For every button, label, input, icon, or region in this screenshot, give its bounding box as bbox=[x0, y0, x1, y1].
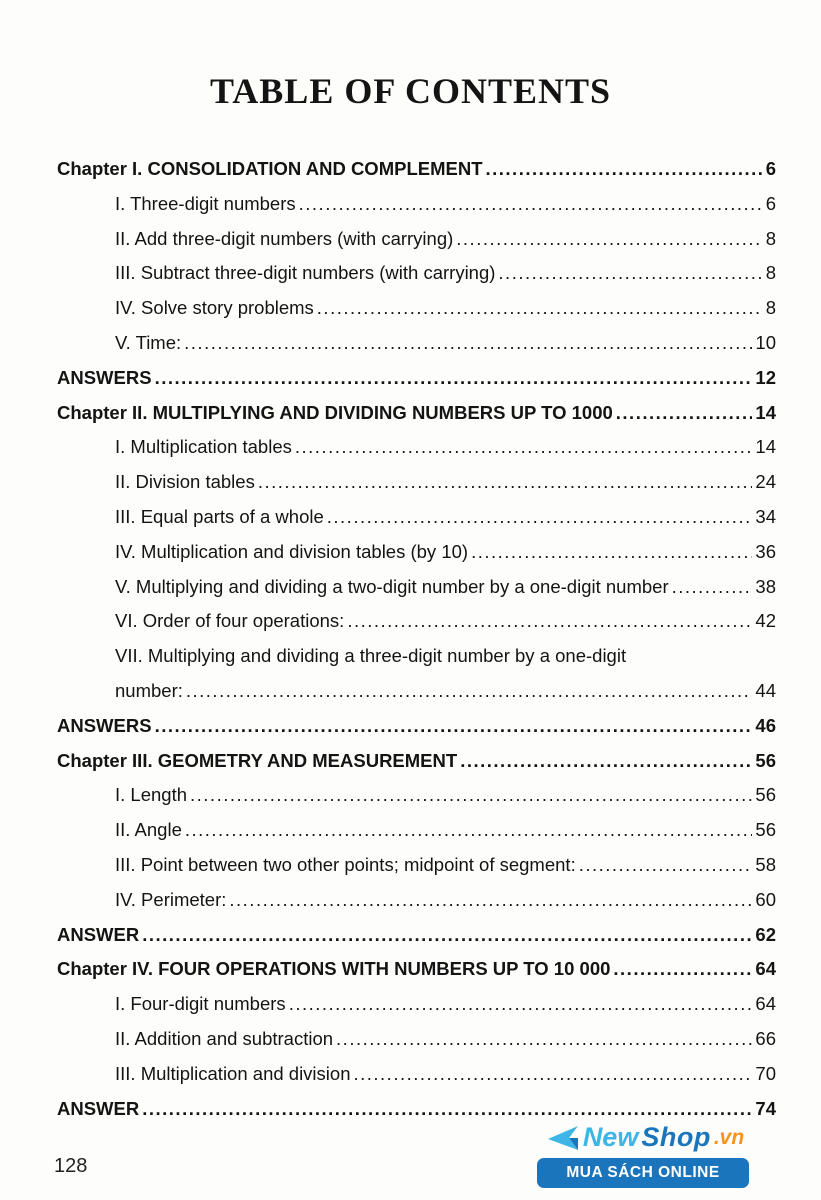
toc-entry-page: 74 bbox=[755, 1097, 776, 1119]
toc-entry bbox=[57, 848, 776, 883]
toc-leader-dots bbox=[353, 1057, 752, 1092]
toc-leader-dots bbox=[327, 500, 753, 535]
toc-entry-page: 36 bbox=[755, 540, 776, 562]
toc-leader-dots bbox=[616, 396, 753, 431]
toc-entry-page: 6 bbox=[765, 192, 776, 214]
toc-leader-dots bbox=[142, 918, 752, 953]
logo-text-vn: .vn bbox=[713, 1125, 745, 1149]
toc-entry-label: II. Add three-digit numbers (with carrying) bbox=[115, 227, 454, 249]
toc-entry-page: 8 bbox=[765, 297, 776, 319]
toc-entry bbox=[57, 952, 776, 987]
toc-entry-page: 14 bbox=[755, 436, 776, 458]
toc-entry-label: VI. Order of four operations: bbox=[115, 610, 345, 632]
toc-leader-dots bbox=[336, 1022, 752, 1057]
toc-entry bbox=[57, 778, 776, 813]
logo-text-shop: Shop bbox=[641, 1122, 711, 1152]
toc-entry-label: II. Angle bbox=[115, 819, 182, 841]
toc-entry bbox=[57, 709, 776, 744]
toc-entry-page: 66 bbox=[755, 1027, 776, 1049]
folio-page-number: 128 bbox=[54, 1155, 88, 1177]
toc-entry-page: 42 bbox=[755, 610, 776, 632]
toc-entry bbox=[57, 674, 776, 709]
toc-entry-page: 44 bbox=[755, 679, 776, 701]
toc-entry bbox=[57, 813, 776, 848]
toc-entry-label: Chapter I. CONSOLIDATION AND COMPLEMENT bbox=[57, 158, 483, 179]
toc-leader-dots bbox=[456, 222, 762, 257]
table-of-contents bbox=[57, 152, 776, 1126]
toc-entry bbox=[57, 744, 776, 779]
toc-entry-page: 8 bbox=[765, 227, 776, 249]
toc-entry-label: III. Equal parts of a whole bbox=[115, 505, 324, 527]
toc-entry-label: II. Division tables bbox=[115, 471, 255, 493]
toc-entry bbox=[57, 1022, 776, 1057]
toc-entry-page: 56 bbox=[755, 819, 776, 841]
toc-entry-label: IV. Perimeter: bbox=[115, 888, 227, 910]
toc-leader-dots bbox=[190, 778, 752, 813]
toc-leader-dots bbox=[498, 256, 762, 291]
toc-leader-dots bbox=[184, 326, 752, 361]
toc-entry-label: VII. Multiplying and dividing a three-digit number by a one-digit bbox=[115, 645, 627, 667]
toc-leader-dots bbox=[471, 535, 752, 570]
toc-entry-label: I. Four-digit numbers bbox=[115, 993, 286, 1015]
toc-leader-dots bbox=[613, 952, 752, 987]
toc-leader-dots bbox=[579, 848, 753, 883]
toc-entry-label: Chapter II. MULTIPLYING AND DIVIDING NUMBERS UP TO 1000 bbox=[57, 401, 613, 423]
toc-entry bbox=[57, 500, 776, 535]
newshop-arrow-icon bbox=[542, 1125, 580, 1151]
toc-entry-page: 14 bbox=[755, 401, 776, 423]
toc-leader-dots bbox=[229, 883, 752, 918]
toc-entry bbox=[57, 291, 776, 326]
toc-entry-label: V. Time: bbox=[115, 331, 182, 353]
toc-leader-dots bbox=[347, 604, 752, 639]
toc-entry-label: II. Addition and subtraction bbox=[115, 1027, 334, 1049]
toc-entry bbox=[57, 570, 776, 605]
toc-entry bbox=[57, 256, 776, 291]
toc-entry-page: 70 bbox=[755, 1062, 776, 1084]
toc-leader-dots bbox=[295, 430, 753, 465]
toc-entry-page: 46 bbox=[755, 714, 776, 736]
toc-entry bbox=[57, 152, 776, 187]
page-title: TABLE OF CONTENTS bbox=[209, 71, 612, 111]
toc-entry-page: 56 bbox=[755, 784, 776, 806]
toc-entry-label: number: bbox=[115, 679, 183, 701]
toc-leader-dots bbox=[258, 465, 753, 500]
newshop-banner: MUA SÁCH ONLINE bbox=[537, 1158, 749, 1188]
newshop-logo bbox=[537, 1122, 749, 1153]
toc-entry-label: Chapter IV. FOUR OPERATIONS WITH NUMBERS UP TO 10 000 bbox=[57, 958, 611, 980]
toc-entry-page: 24 bbox=[755, 471, 776, 493]
toc-entry-page: 34 bbox=[755, 505, 776, 527]
toc-entry-label: I. Multiplication tables bbox=[115, 436, 292, 458]
toc-entry bbox=[57, 396, 776, 431]
toc-entry bbox=[57, 430, 776, 465]
toc-entry-page: 56 bbox=[755, 749, 776, 771]
toc-entry bbox=[57, 535, 776, 570]
toc-entry-label: IV. Solve story problems bbox=[115, 297, 314, 319]
toc-entry-label: ANSWER bbox=[57, 1097, 140, 1119]
toc-leader-dots bbox=[299, 187, 763, 222]
toc-leader-dots bbox=[185, 813, 753, 848]
toc-entry bbox=[57, 918, 776, 953]
toc-entry-label: Chapter III. GEOMETRY AND MEASUREMENT bbox=[57, 749, 458, 771]
toc-entry bbox=[57, 604, 776, 639]
toc-entry bbox=[57, 361, 776, 396]
toc-leader-dots bbox=[486, 152, 763, 187]
toc-entry bbox=[57, 465, 776, 500]
toc-leader-dots bbox=[186, 674, 753, 709]
toc-entry-label: III. Subtract three-digit numbers (with carrying) bbox=[115, 262, 496, 284]
toc-entry-page: 10 bbox=[755, 331, 776, 353]
toc-entry-label: III. Point between two other points; midpoint of segment: bbox=[115, 853, 576, 875]
toc-entry-page: 64 bbox=[755, 958, 776, 980]
toc-entry bbox=[57, 326, 776, 361]
toc-entry-label: ANSWERS bbox=[57, 366, 152, 388]
toc-entry bbox=[57, 987, 776, 1022]
toc-entry-page: 8 bbox=[765, 262, 776, 284]
toc-entry-page: 64 bbox=[755, 993, 776, 1015]
toc-entry-page: 38 bbox=[755, 575, 776, 597]
toc-entry bbox=[57, 639, 776, 674]
newshop-watermark bbox=[537, 1122, 749, 1188]
toc-leader-dots bbox=[460, 744, 752, 779]
toc-leader-dots bbox=[155, 709, 753, 744]
toc-entry-label: I. Length bbox=[115, 784, 188, 806]
toc-entry bbox=[57, 883, 776, 918]
toc-entry-label: III. Multiplication and division bbox=[115, 1062, 351, 1084]
toc-entry-label: I. Three-digit numbers bbox=[115, 192, 296, 214]
toc-entry-page: 12 bbox=[755, 366, 776, 388]
toc-entry-page: 60 bbox=[755, 888, 776, 910]
toc-entry-page: 6 bbox=[765, 158, 776, 179]
toc-entry bbox=[57, 222, 776, 257]
toc-entry-page: 62 bbox=[755, 923, 776, 945]
toc-entry-label: ANSWERS bbox=[57, 714, 152, 736]
toc-leader-dots bbox=[155, 361, 753, 396]
toc-leader-dots bbox=[672, 570, 753, 605]
toc-entry-label: ANSWER bbox=[57, 923, 140, 945]
toc-entry-label: V. Multiplying and dividing a two-digit number by a one-digit number bbox=[115, 575, 669, 597]
toc-entry bbox=[57, 1057, 776, 1092]
toc-entry bbox=[57, 187, 776, 222]
toc-entry-page: 58 bbox=[755, 853, 776, 875]
toc-entry-label: IV. Multiplication and division tables (by 10) bbox=[115, 540, 469, 562]
toc-leader-dots bbox=[317, 291, 763, 326]
logo-text-new: New bbox=[582, 1122, 639, 1152]
toc-leader-dots bbox=[289, 987, 753, 1022]
